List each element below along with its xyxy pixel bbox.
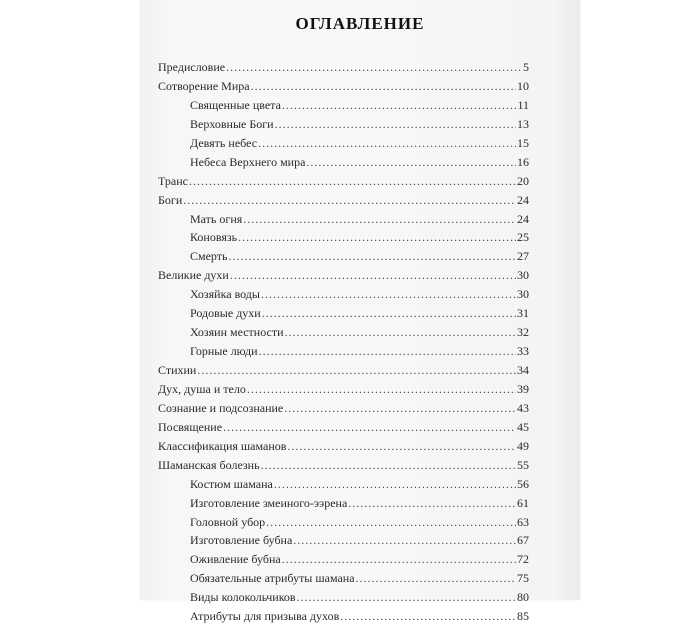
toc-dot-leader (297, 588, 516, 607)
toc-entry (158, 191, 529, 210)
toc-entry-label: Дух, душа и тело (158, 381, 246, 396)
toc-entry-label: Оживление бубна (190, 552, 281, 567)
toc-entry-page-number: 72 (517, 552, 529, 567)
toc-entry (158, 607, 529, 626)
toc-dot-leader (340, 607, 516, 626)
page-title: ОГЛАВЛЕНИЕ (295, 14, 425, 33)
toc-dot-leader (275, 115, 516, 134)
toc-entry-label: Горные люди (190, 344, 258, 359)
toc-entry-page-number: 25 (517, 230, 529, 245)
toc-dot-leader (189, 172, 516, 191)
toc-entry-page-number: 67 (517, 533, 529, 548)
toc-entry-label: Транс (158, 173, 188, 188)
toc-entry-label: Изготовление змеиного-ээрена (190, 495, 348, 510)
toc-dot-leader (243, 210, 516, 229)
toc-entry-page-number: 20 (517, 173, 529, 188)
toc-entry-label: Предисловие (158, 60, 226, 74)
toc-entry (158, 475, 529, 494)
toc-entry (158, 531, 529, 550)
toc-entry-page-number: 39 (517, 381, 529, 396)
toc-entry-page-number: 49 (517, 438, 529, 453)
toc-entry-page-number: 55 (517, 457, 529, 472)
toc-entry-page-number: 63 (517, 514, 529, 529)
toc-dot-leader (261, 456, 516, 475)
toc-entry-label: Изготовление бубна (190, 533, 293, 548)
toc-dot-leader (183, 191, 516, 210)
toc-dot-leader (230, 266, 516, 285)
toc-dot-leader (262, 304, 516, 323)
toc-dot-leader (197, 361, 516, 380)
toc-entry (158, 437, 529, 456)
toc-entry (158, 323, 529, 342)
toc-entry-label: Сознание и подсознание (158, 400, 284, 415)
toc-entry-page-number: 15 (517, 135, 529, 150)
toc-entry-label: Хозяйка воды (190, 287, 260, 302)
toc-dot-leader (282, 96, 517, 115)
toc-entry (158, 494, 529, 513)
toc-entry-label: Великие духи (158, 268, 229, 283)
toc-dot-leader (261, 285, 516, 304)
toc-entry-page-number: 30 (517, 268, 529, 283)
toc-entry (158, 285, 529, 304)
toc-entry-label: Коновязь (190, 230, 238, 245)
toc-dot-leader (258, 134, 516, 153)
toc-entry-label: Мать огня (190, 211, 243, 226)
book-page (140, 0, 580, 624)
toc-entry-page-number: 30 (517, 287, 529, 302)
toc-entry-label: Шаманская болезнь (158, 457, 260, 472)
toc-entry (158, 266, 529, 285)
toc-entry (158, 153, 529, 172)
toc-dot-leader (348, 494, 516, 513)
toc-entry (158, 115, 529, 134)
toc-entry (158, 550, 529, 569)
toc-entry (158, 172, 529, 191)
toc-entry-page-number: 27 (517, 249, 529, 264)
toc-entry (158, 513, 529, 532)
toc-entry (158, 380, 529, 399)
toc-entry (158, 342, 529, 361)
toc-dot-leader (356, 569, 516, 588)
table-of-contents (158, 58, 529, 626)
toc-entry (158, 399, 529, 418)
toc-entry-page-number: 24 (517, 192, 529, 207)
toc-entry-label: Девять небес (190, 135, 258, 150)
toc-dot-leader (284, 399, 516, 418)
toc-entry-label: Смерть (190, 249, 228, 264)
toc-entry-label: Священные цвета (190, 97, 281, 112)
toc-entry (158, 304, 529, 323)
toc-dot-leader (293, 531, 516, 550)
toc-dot-leader (226, 58, 522, 77)
toc-entry (158, 247, 529, 266)
toc-dot-leader (223, 418, 516, 437)
toc-dot-leader (285, 323, 516, 342)
toc-entry-label: Обязательные атрибуты шамана (190, 571, 355, 586)
toc-entry-page-number: 75 (517, 571, 529, 586)
toc-entry-page-number: 34 (517, 363, 529, 377)
toc-entry-label: Родовые духи (190, 306, 261, 321)
toc-entry-label: Атрибуты для призыва духов (190, 609, 340, 624)
toc-entry-label: Боги (158, 192, 183, 207)
toc-entry-page-number: 43 (517, 400, 529, 415)
toc-entry (158, 588, 529, 607)
toc-entry (158, 58, 529, 77)
toc-entry-page-number: 32 (517, 325, 529, 340)
toc-entry-page-number: 85 (517, 609, 529, 624)
toc-entry-label: Верховные Боги (190, 116, 274, 131)
toc-entry-page-number: 10 (517, 78, 529, 93)
toc-entry (158, 77, 529, 96)
toc-entry-label: Стихии (158, 363, 197, 377)
toc-entry-page-number: 31 (517, 306, 529, 321)
toc-dot-leader (228, 247, 516, 266)
toc-entry-page-number: 11 (517, 97, 529, 112)
toc-entry-label: Посвящение (158, 419, 223, 434)
toc-entry-label: Костюм шамана (190, 476, 273, 491)
toc-entry-page-number: 61 (517, 495, 529, 510)
toc-dot-leader (251, 77, 516, 96)
toc-entry (158, 418, 529, 437)
toc-entry (158, 228, 529, 247)
toc-entry (158, 361, 529, 380)
toc-entry (158, 569, 529, 588)
toc-entry-label: Виды колокольчиков (190, 590, 296, 605)
toc-dot-leader (259, 342, 516, 361)
toc-entry (158, 134, 529, 153)
toc-entry-label: Небеса Верхнего мира (190, 154, 306, 169)
toc-dot-leader (282, 550, 516, 569)
toc-entry-page-number: 5 (523, 60, 529, 74)
toc-entry-label: Головной убор (190, 514, 266, 529)
toc-entry-page-number: 16 (517, 154, 529, 169)
toc-entry-page-number: 13 (517, 116, 529, 131)
toc-entry (158, 210, 529, 229)
toc-entry-label: Классификация шаманов (158, 438, 287, 453)
toc-entry (158, 96, 529, 115)
toc-entry-label: Хозяин местности (190, 325, 284, 340)
toc-dot-leader (287, 437, 516, 456)
toc-entry-page-number: 80 (517, 590, 529, 605)
toc-entry-label: Сотворение Мира (158, 78, 250, 93)
toc-entry-page-number: 45 (517, 419, 529, 434)
toc-dot-leader (274, 475, 516, 494)
toc-entry-page-number: 56 (517, 476, 529, 491)
toc-dot-leader (247, 380, 516, 399)
toc-entry (158, 456, 529, 475)
toc-dot-leader (238, 228, 516, 247)
toc-entry-page-number: 33 (517, 344, 529, 359)
toc-dot-leader (306, 153, 516, 172)
toc-entry-page-number: 24 (517, 211, 529, 226)
toc-dot-leader (266, 513, 516, 532)
